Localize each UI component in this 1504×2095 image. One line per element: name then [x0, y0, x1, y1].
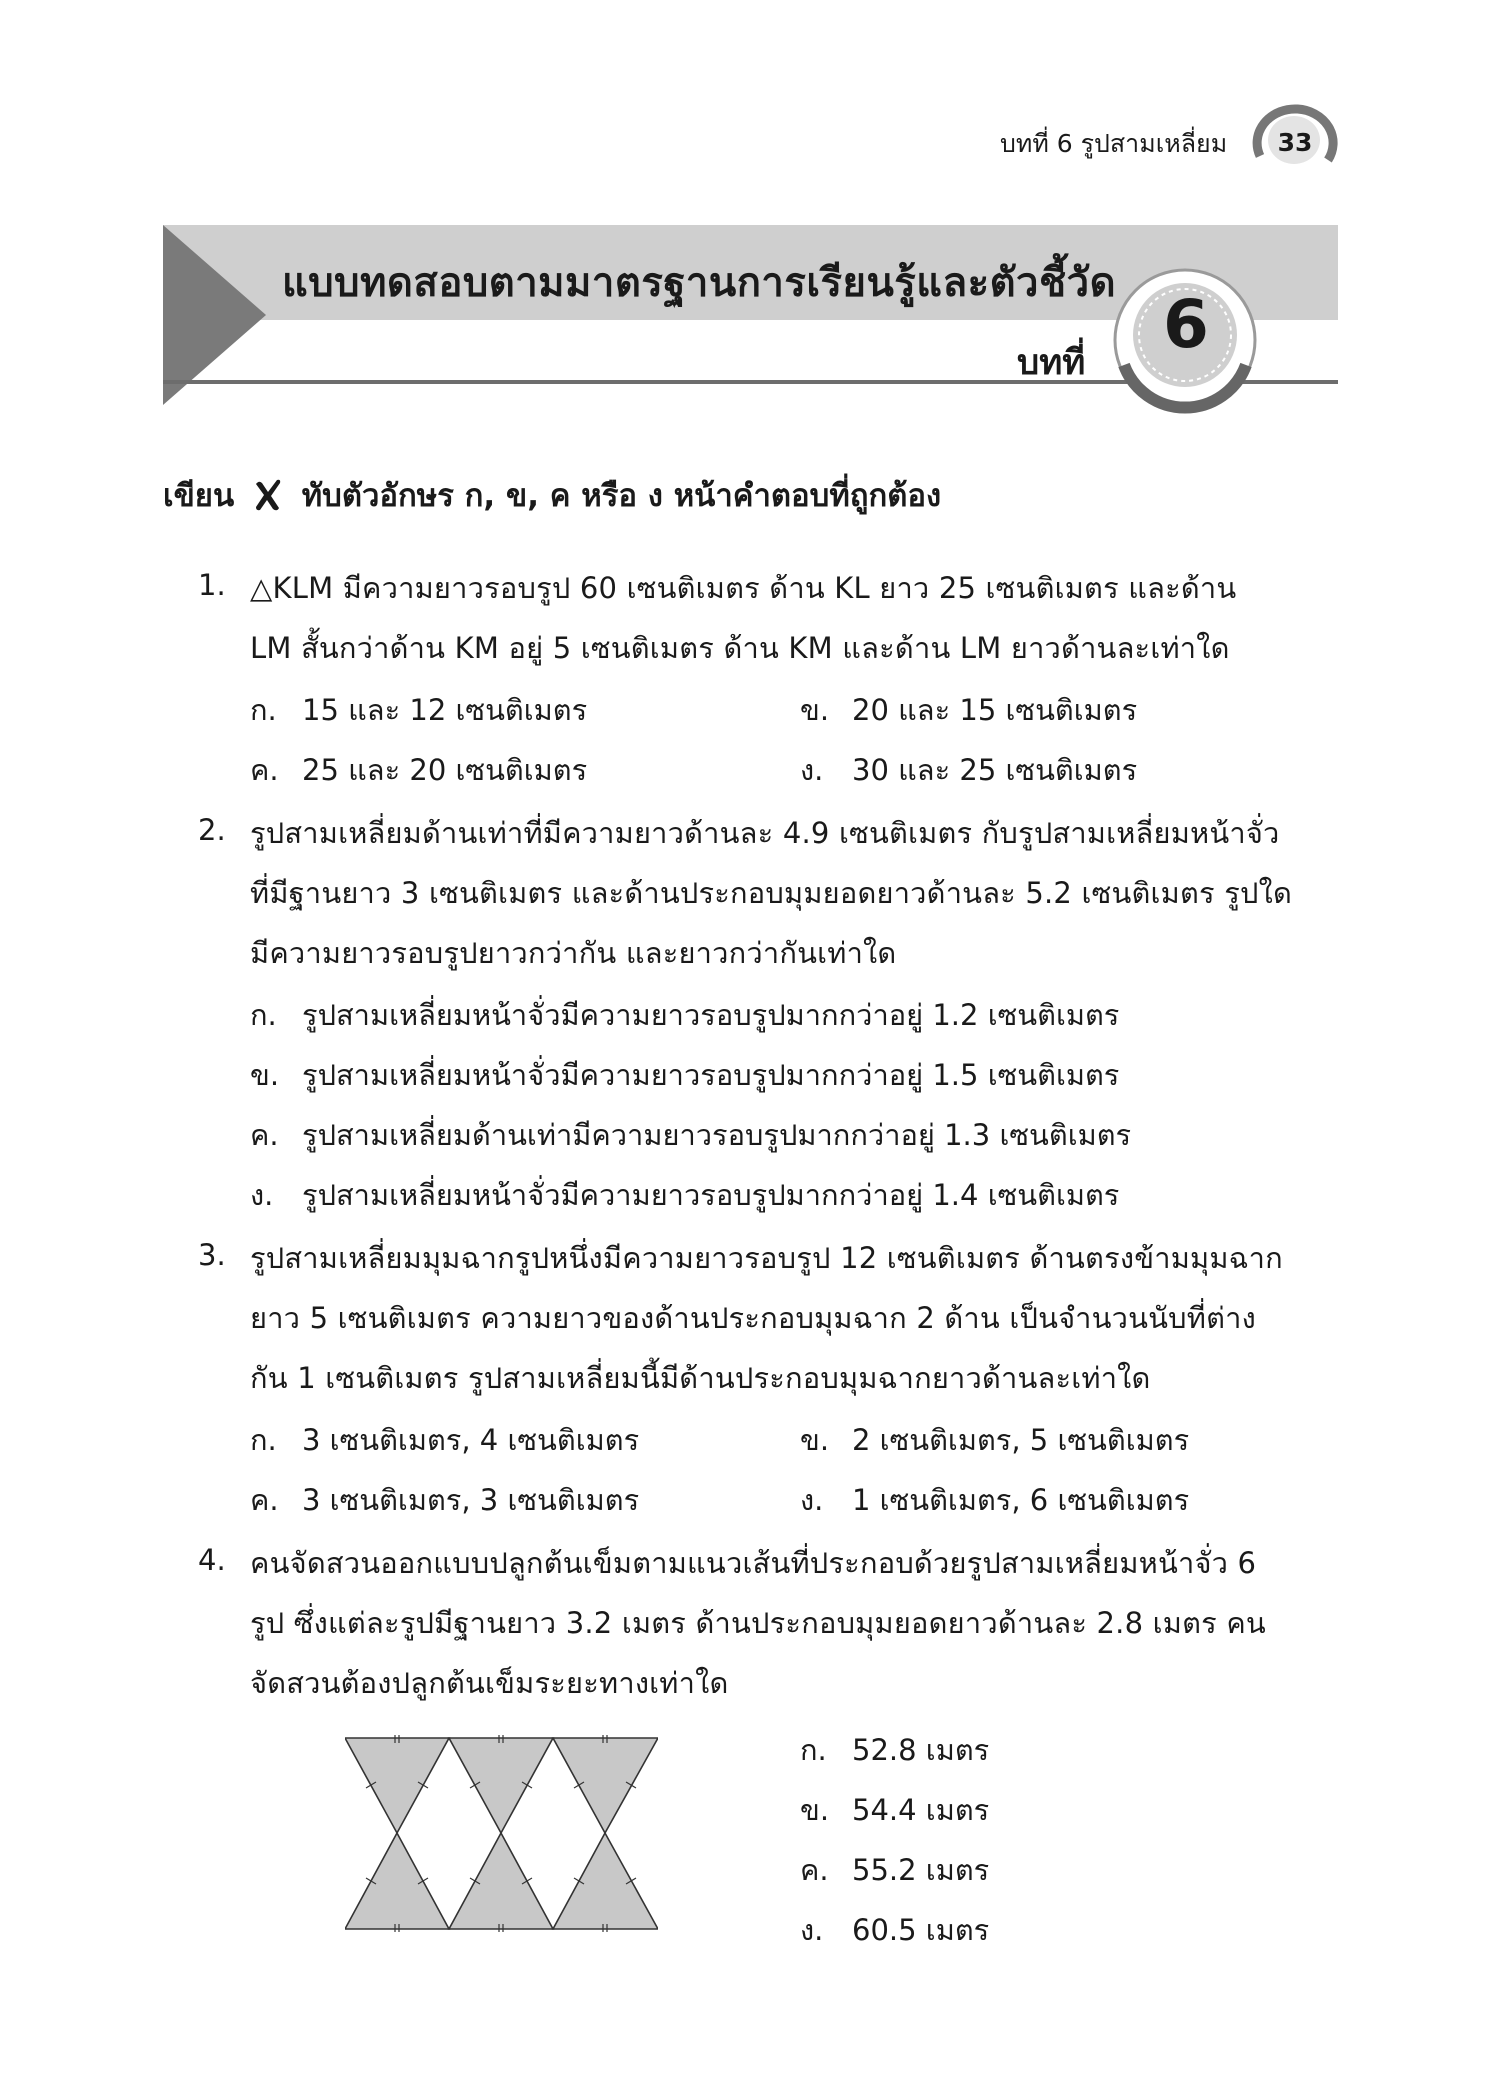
option-label: ข.: [800, 693, 830, 727]
option-text: 52.8 เมตร: [852, 1733, 990, 1767]
instruction: [163, 470, 941, 520]
question-text-line: กัน 1 เซนติเมตร รูปสามเหลี่ยมนี้มีด้านประกอบมุมฉากยาวด้านละเท่าใด: [250, 1361, 1151, 1395]
option-text: 55.2 เมตร: [852, 1853, 990, 1887]
option-label: ข.: [800, 1423, 830, 1457]
answer-option[interactable]: [250, 1417, 639, 1463]
option-label: ง.: [800, 1913, 824, 1947]
question-text-line: คนจัดสวนออกแบบปลูกต้นเข็มตามแนวเส้นที่ประกอบด้วยรูปสามเหลี่ยมหน้าจั่ว 6: [250, 1546, 1257, 1580]
question-text-line: รูปสามเหลี่ยมด้านเท่าที่มีความยาวด้านละ 4.9 เซนติเมตร กับรูปสามเหลี่ยมหน้าจั่ว: [250, 816, 1280, 850]
question-text-line: จัดสวนต้องปลูกต้นเข็มระยะทางเท่าใด: [250, 1666, 729, 1700]
option-label: ข.: [800, 1793, 830, 1827]
question-text-line: รูป ซึ่งแต่ละรูปมีฐานยาว 3.2 เมตร ด้านประกอบมุมยอดยาวด้านละ 2.8 เมตร คน: [250, 1606, 1266, 1640]
option-text: 54.4 เมตร: [852, 1793, 990, 1827]
answer-option[interactable]: [250, 992, 1119, 1038]
answer-option[interactable]: [250, 687, 587, 733]
option-text: 1 เซนติเมตร, 6 เซนติเมตร: [852, 1483, 1190, 1517]
question-number: 1.: [198, 568, 226, 602]
chapter-number: 6: [1163, 286, 1209, 363]
page-title: แบบทดสอบตามมาตรฐานการเรียนรู้และตัวชี้วัด: [282, 260, 1117, 306]
question-text-line: รูปสามเหลี่ยมมุมฉากรูปหนึ่งมีความยาวรอบรูป 12 เซนติเมตร ด้านตรงข้ามมุมฉาก: [250, 1241, 1283, 1275]
answer-option[interactable]: [250, 1112, 1131, 1158]
option-text: 30 และ 25 เซนติเมตร: [852, 753, 1138, 787]
answer-option[interactable]: [250, 1172, 1119, 1218]
answer-option[interactable]: [800, 687, 1137, 733]
chapter-label: บทที่: [1017, 343, 1086, 383]
instruction-text: ทับตัวอักษร ก, ข, ค หรือ ง หน้าคำตอบที่ถูกต้อง: [301, 478, 942, 514]
option-label: ค.: [800, 1853, 829, 1887]
page-number: 33: [1277, 128, 1313, 157]
option-text: 3 เซนติเมตร, 4 เซนติเมตร: [302, 1423, 640, 1457]
question-number: 4.: [198, 1543, 226, 1577]
option-label: ง.: [250, 1178, 274, 1212]
answer-option[interactable]: [800, 1727, 989, 1773]
option-label: ข.: [250, 1058, 280, 1092]
answer-option[interactable]: [250, 1052, 1119, 1098]
option-label: ง.: [800, 1483, 824, 1517]
option-text: 25 และ 20 เซนติเมตร: [302, 753, 588, 787]
option-text: 60.5 เมตร: [852, 1913, 990, 1947]
option-text: 20 และ 15 เซนติเมตร: [852, 693, 1138, 727]
option-text: รูปสามเหลี่ยมหน้าจั่วมีความยาวรอบรูปมากกว่าอยู่ 1.4 เซนติเมตร: [302, 1178, 1120, 1212]
option-label: ก.: [800, 1733, 827, 1767]
question-text-line: ที่มีฐานยาว 3 เซนติเมตร และด้านประกอบมุมยอดยาวด้านละ 5.2 เซนติเมตร รูปใด: [250, 876, 1292, 910]
banner-arrow: [163, 225, 266, 405]
answer-option[interactable]: [250, 1477, 639, 1523]
question-text-line: มีความยาวรอบรูปยาวกว่ากัน และยาวกว่ากันเท่าใด: [250, 936, 897, 970]
option-label: ค.: [250, 1483, 279, 1517]
answer-option[interactable]: [800, 747, 1137, 793]
running-header-title: บทที่ 6 รูปสามเหลี่ยม: [1000, 129, 1228, 158]
x-mark-icon: [253, 478, 283, 512]
answer-option[interactable]: [250, 747, 587, 793]
option-label: ก.: [250, 693, 277, 727]
option-text: 2 เซนติเมตร, 5 เซนติเมตร: [852, 1423, 1190, 1457]
option-text: 3 เซนติเมตร, 3 เซนติเมตร: [302, 1483, 640, 1517]
instruction-prefix: เขียน: [163, 478, 235, 514]
answer-option[interactable]: [800, 1907, 989, 1953]
option-text: รูปสามเหลี่ยมด้านเท่ามีความยาวรอบรูปมากกว่าอยู่ 1.3 เซนติเมตร: [302, 1118, 1132, 1152]
option-text: รูปสามเหลี่ยมหน้าจั่วมีความยาวรอบรูปมากกว่าอยู่ 1.5 เซนติเมตร: [302, 1058, 1120, 1092]
question-text-line: LM สั้นกว่าด้าน KM อยู่ 5 เซนติเมตร ด้าน KM และด้าน LM ยาวด้านละเท่าใด: [250, 631, 1230, 665]
question-number: 2.: [198, 813, 226, 847]
option-text: รูปสามเหลี่ยมหน้าจั่วมีความยาวรอบรูปมากกว่าอยู่ 1.2 เซนติเมตร: [302, 998, 1120, 1032]
question-text-line: △KLM มีความยาวรอบรูป 60 เซนติเมตร ด้าน KL ยาว 25 เซนติเมตร และด้าน: [250, 571, 1237, 605]
triangle-pattern-figure: [345, 1735, 658, 1932]
option-text: 15 และ 12 เซนติเมตร: [302, 693, 588, 727]
answer-option[interactable]: [800, 1477, 1189, 1523]
option-label: ง.: [800, 753, 824, 787]
option-label: ก.: [250, 998, 277, 1032]
answer-option[interactable]: [800, 1847, 989, 1893]
question-number: 3.: [198, 1238, 226, 1272]
option-label: ก.: [250, 1423, 277, 1457]
option-label: ค.: [250, 753, 279, 787]
question-text-line: ยาว 5 เซนติเมตร ความยาวของด้านประกอบมุมฉาก 2 ด้าน เป็นจำนวนนับที่ต่าง: [250, 1301, 1256, 1335]
option-label: ค.: [250, 1118, 279, 1152]
answer-option[interactable]: [800, 1787, 989, 1833]
answer-option[interactable]: [800, 1417, 1189, 1463]
